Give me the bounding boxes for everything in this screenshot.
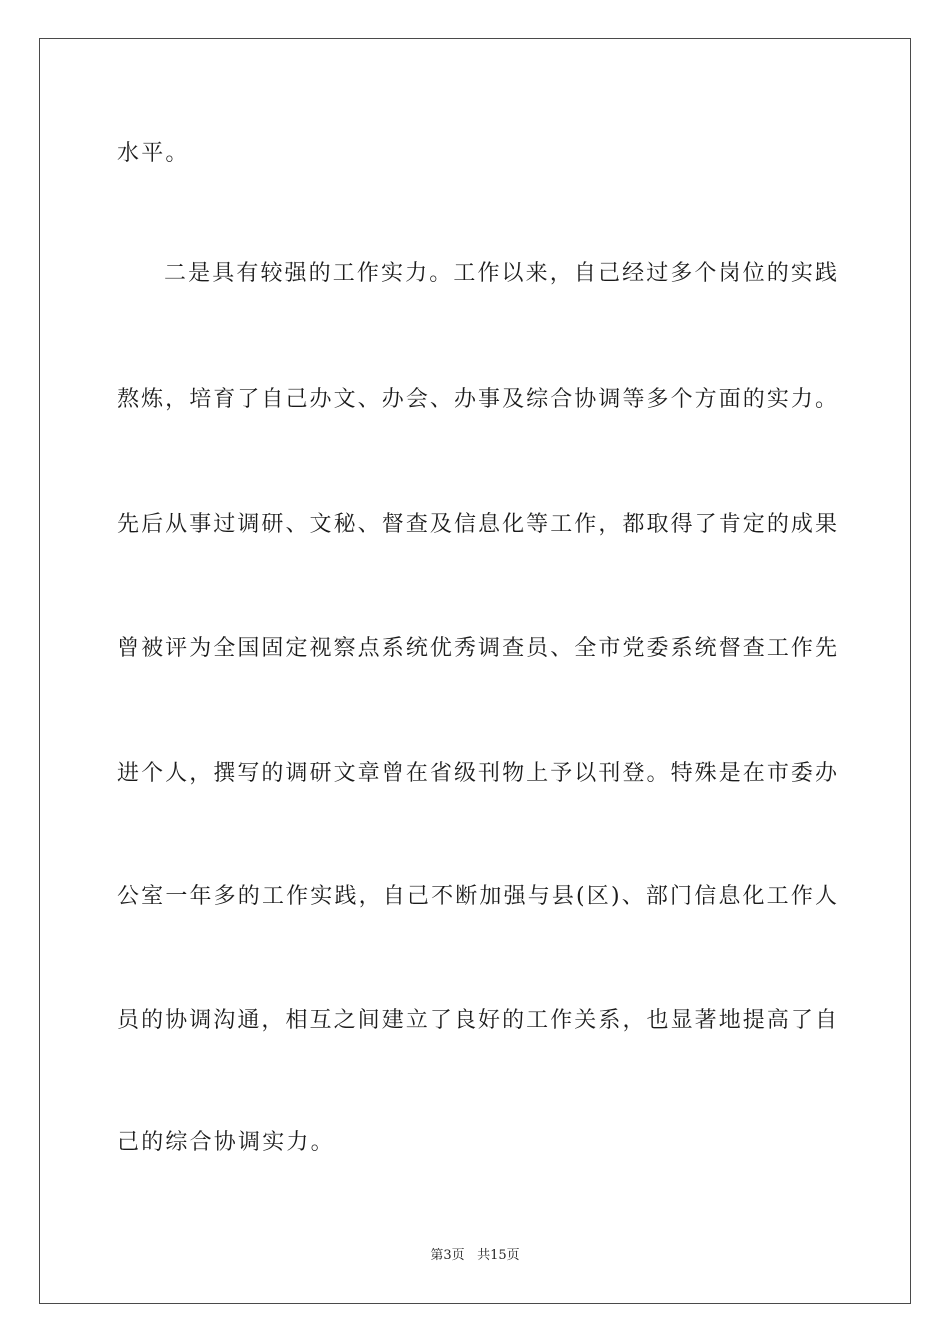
page-border	[39, 38, 911, 1304]
paragraph-2-line-8: 己的综合协调实力。	[117, 1130, 335, 1155]
paragraph-2-line-1: 二是具有较强的工作实力。工作以来，自己经过多个岗位的实践	[164, 261, 837, 286]
paragraph-2-line-2: 熬炼，培育了自己办文、办会、办事及综合协调等多个方面的实力。	[117, 387, 837, 412]
text-line-1: 水平。	[117, 141, 190, 166]
paragraph-2-line-6: 公室一年多的工作实践，自己不断加强与县(区)、部门信息化工作人	[117, 884, 837, 909]
paragraph-2-line-3: 先后从事过调研、文秘、督查及信息化等工作，都取得了肯定的成果	[117, 512, 837, 537]
paragraph-2-line-4: 曾被评为全国固定视察点系统优秀调查员、全市党委系统督查工作先	[117, 636, 837, 661]
page-number: 第3页	[430, 1248, 465, 1263]
page-footer	[0, 1247, 950, 1265]
page-total: 共15页	[477, 1248, 520, 1263]
paragraph-2-line-7: 员的协调沟通，相互之间建立了良好的工作关系，也显著地提高了自	[117, 1008, 837, 1033]
paragraph-2-line-5: 进个人，撰写的调研文章曾在省级刊物上予以刊登。特殊是在市委办	[117, 761, 837, 786]
